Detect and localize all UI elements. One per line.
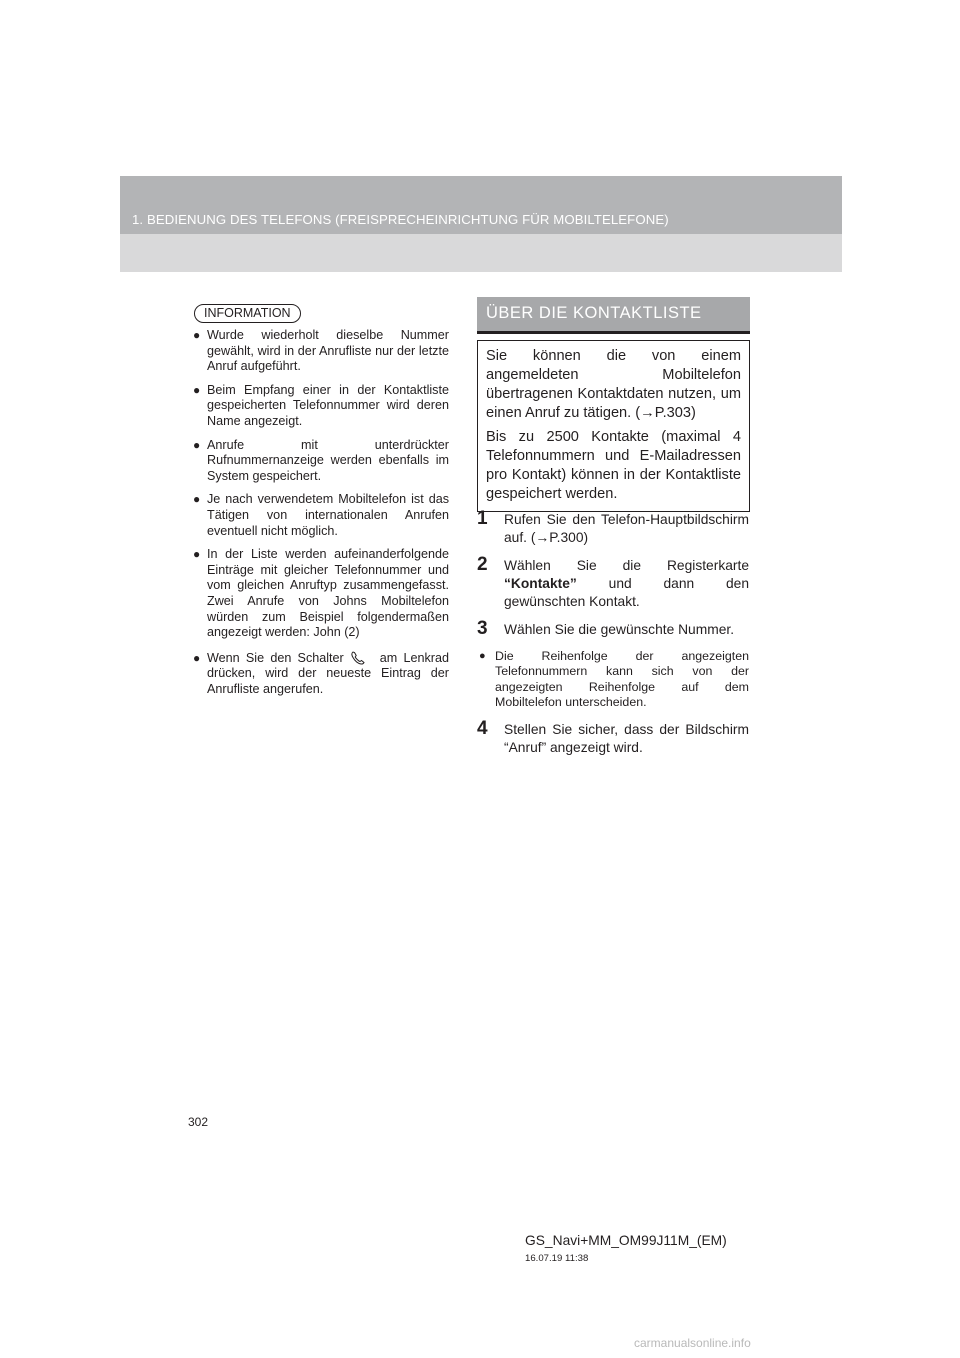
step-text: und dann den gewünschten Kontakt. — [504, 576, 749, 609]
bullet-icon: ● — [193, 382, 201, 397]
print-date: 16.07.19 11:38 — [525, 1253, 589, 1264]
bullet-icon: ● — [193, 547, 201, 562]
section-banner — [477, 297, 750, 334]
step-number: 1 — [477, 508, 488, 529]
page-number: 302 — [188, 1115, 209, 1129]
bullet-icon: ● — [193, 437, 201, 452]
phone-icon — [350, 651, 366, 665]
step-note — [477, 649, 749, 711]
note-text: Die Reihenfolge der angezeigten Telefonnummern kann sich von der angezeigten Reihenfolge auf dem Mobiltelefon unterscheiden. — [495, 649, 749, 710]
step-2 — [477, 554, 749, 611]
information-item-text: Beim Empfang einer in der Kontaktliste gespeicherten Telefonnummer wird deren Name angezeigt. — [207, 382, 449, 428]
information-item — [193, 651, 449, 698]
information-item-text: Anrufe mit unterdrückter Rufnummernanzeige werden ebenfalls im System gespeichert. — [207, 437, 449, 483]
step-text: Wählen Sie die Registerkarte — [504, 558, 749, 573]
step-1 — [477, 508, 749, 547]
information-item-text: Wenn Sie den Schalter — [207, 650, 344, 665]
information-item-text: Je nach verwendetem Mobiltelefon ist das Tätigen von internationalen Anrufen eventuell nicht möglich. — [207, 492, 449, 538]
step-text: Rufen Sie den Telefon-Hauptbildschirm auf. (→P.300) — [504, 512, 749, 545]
information-item-text: In der Liste werden aufeinanderfolgende Einträge mit gleicher Telefonnummer und vom gleichen Anruftyp zusammengefasst. Zwei Anrufe von Johns Mobiltelefon würden zum Beispiel folgendermaßen angezeigt werden: John (2) — [207, 547, 449, 640]
step-number: 3 — [477, 618, 488, 639]
step-text: Stellen Sie sicher, dass der Bildschirm “Anruf” angezeigt wird. — [504, 721, 749, 755]
chapter-title: 1. BEDIENUNG DES TELEFONS (FREISPRECHEINRICHTUNG FÜR MOBILTELEFONE) — [132, 212, 669, 227]
section-intro-paragraph: Bis zu 2500 Kontakte (maximal 4 Telefonnummern und E-Mailadressen pro Kontakt) können in der Kontaktliste gespeichert werden. — [486, 429, 741, 502]
information-item — [193, 492, 449, 539]
step-number: 4 — [477, 717, 488, 739]
step-number: 2 — [477, 554, 488, 575]
information-label: INFORMATION — [194, 304, 301, 323]
step-4 — [477, 717, 749, 757]
document-code: GS_Navi+MM_OM99J11M_(EM) — [525, 1233, 727, 1248]
chapter-header-bar — [120, 176, 842, 234]
step-list — [477, 508, 749, 767]
information-item — [193, 328, 449, 375]
information-item — [193, 547, 449, 641]
step-highlight: “Kontakte” — [504, 576, 577, 591]
step-3 — [477, 618, 749, 639]
information-item — [193, 438, 449, 485]
bullet-icon: ● — [193, 650, 201, 665]
section-intro-paragraph: Sie können die von einem angemeldeten Mobiltelefon übertragenen Kontaktdaten nutzen, um einen Anruf zu tätigen. (→P.303) — [486, 348, 741, 421]
chapter-header — [120, 176, 842, 272]
bullet-icon: ● — [193, 328, 201, 342]
step-text: Wählen Sie die gewünschte Nummer. — [504, 622, 735, 637]
information-item-text: Wurde wiederholt dieselbe Nummer gewählt, wird in der Anrufliste nur der letzte Anruf aufgeführt. — [207, 328, 449, 374]
bullet-icon: ● — [479, 650, 486, 662]
bullet-icon: ● — [193, 492, 201, 507]
section-intro-box — [477, 340, 750, 512]
watermark: carmanualsonline.info — [634, 1336, 751, 1350]
information-item-text: am Lenkrad drücken, wird der neueste Eintrag der Anrufliste angerufen. — [207, 650, 449, 696]
information-item — [193, 383, 449, 430]
section-title: ÜBER DIE KONTAKTLISTE — [486, 304, 702, 322]
information-list — [193, 328, 449, 705]
